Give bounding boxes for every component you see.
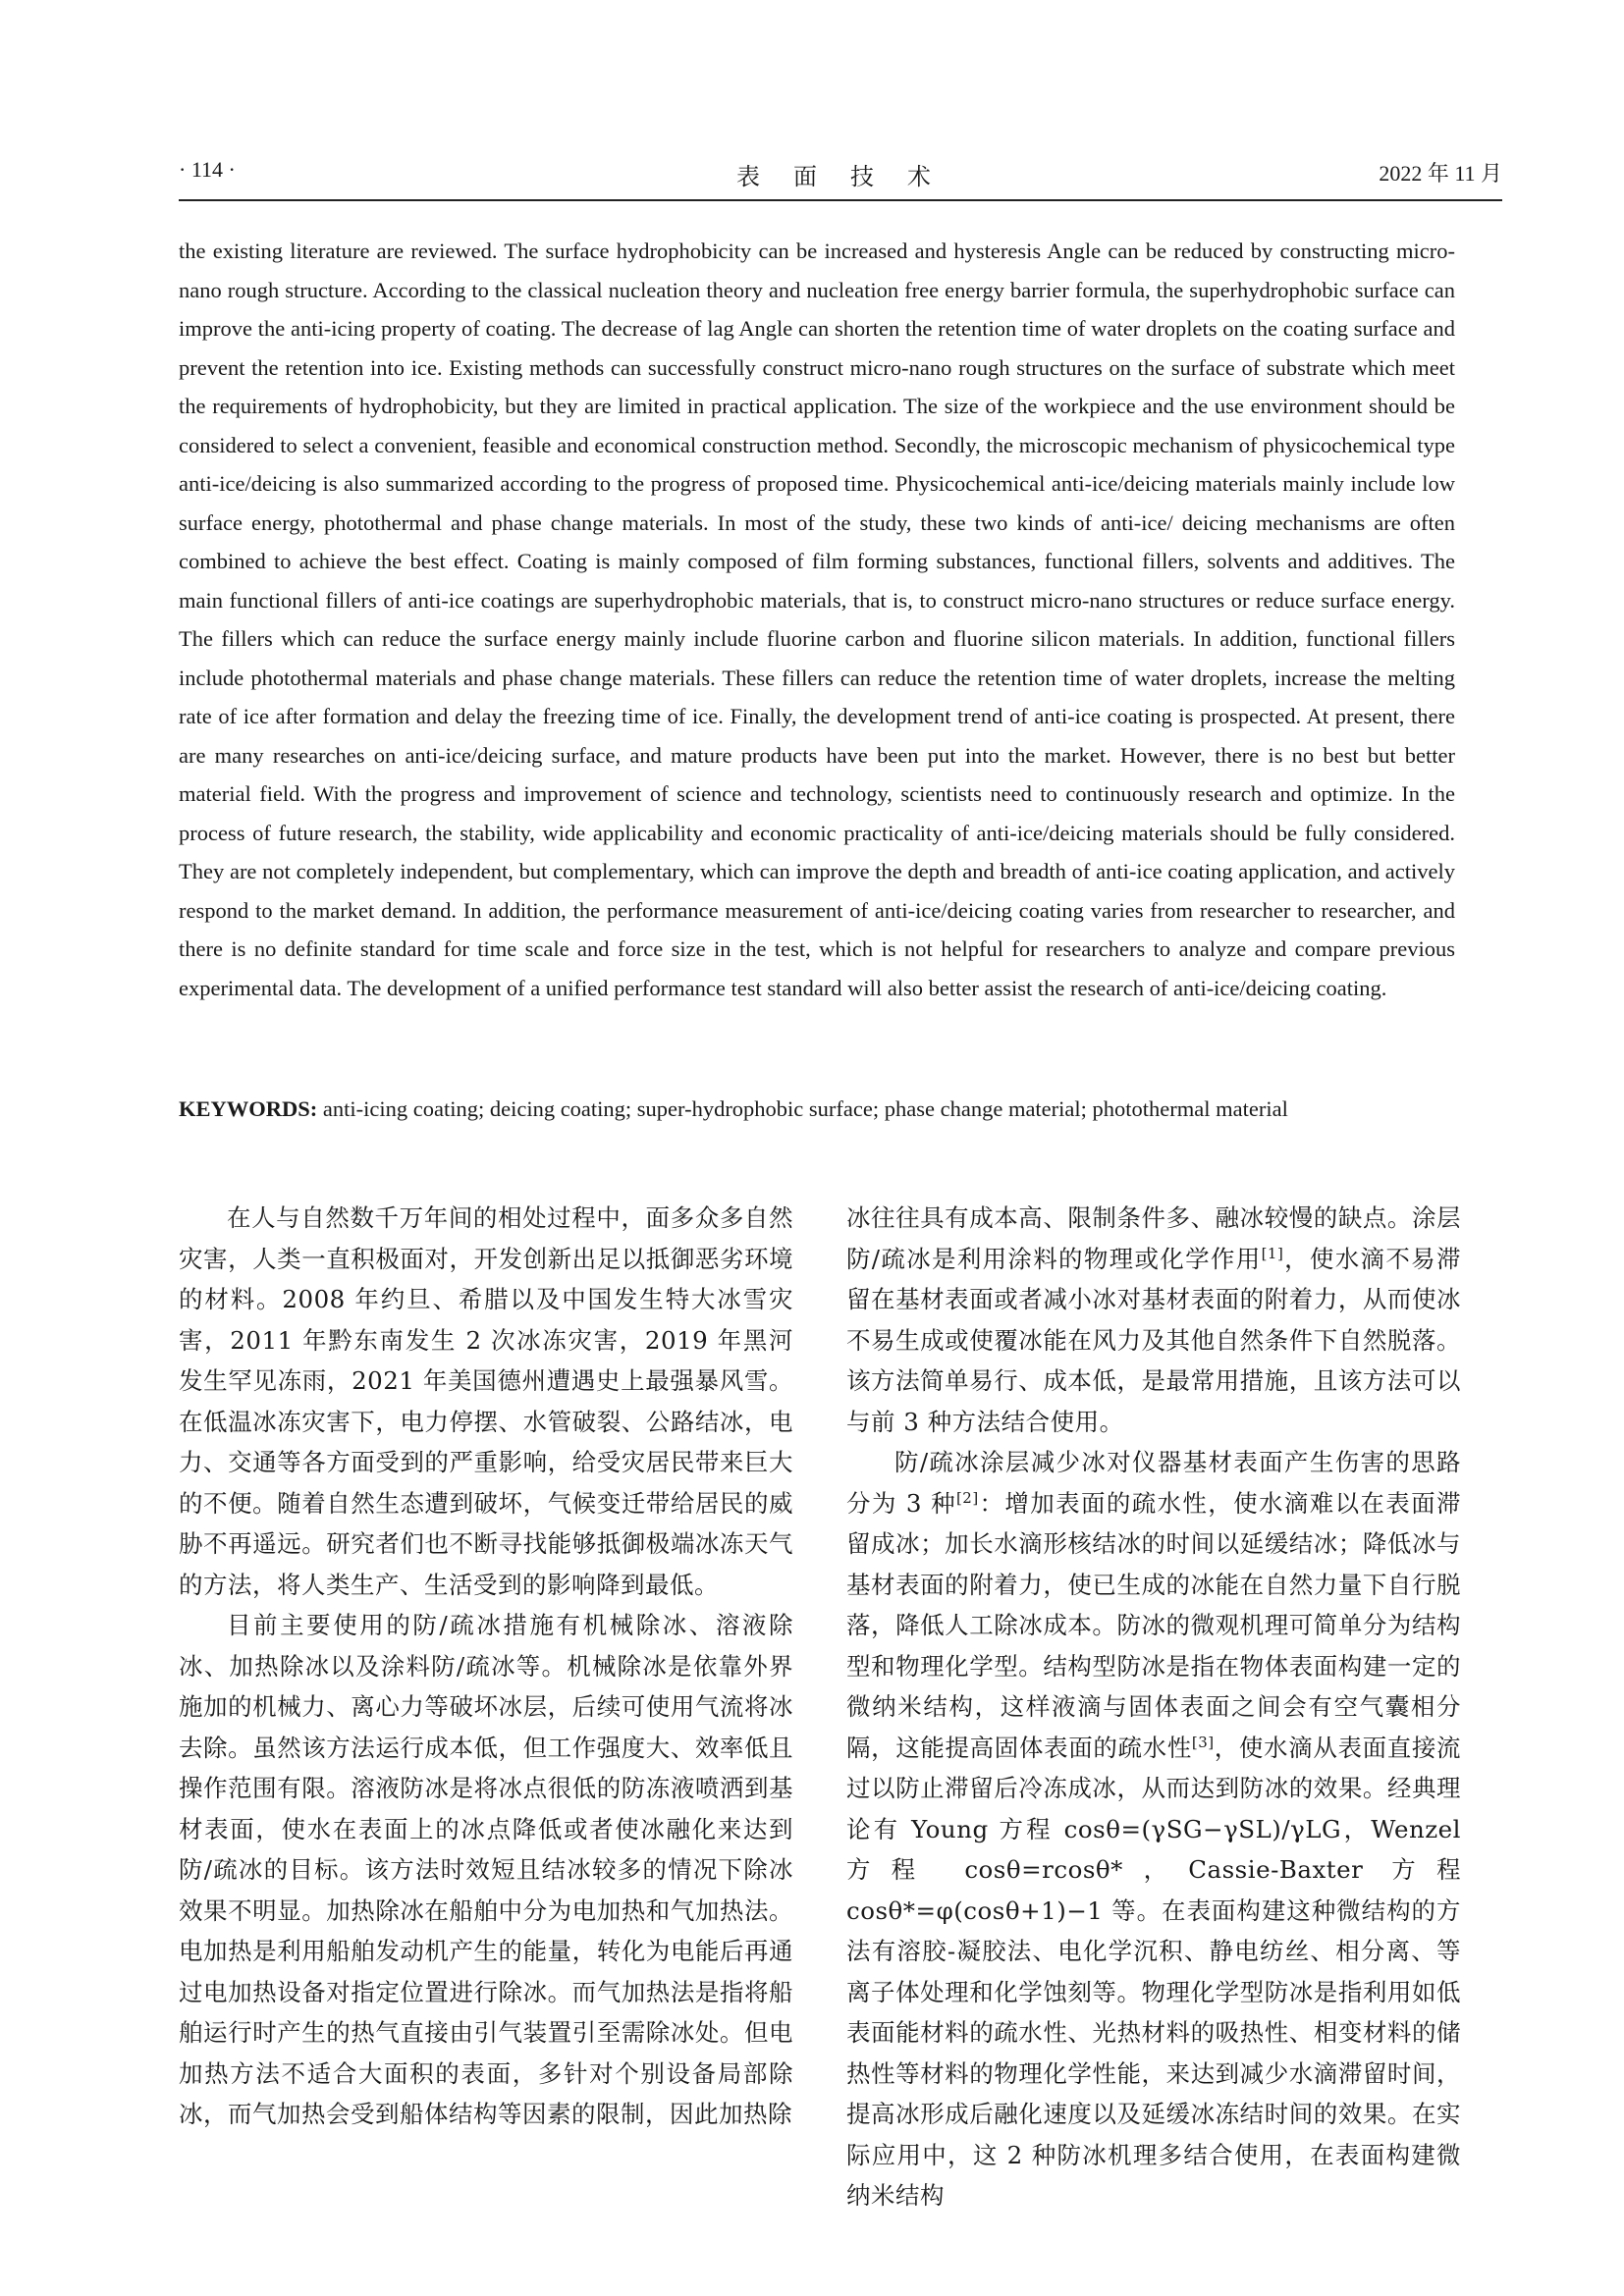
paragraph — [846, 1198, 1461, 1442]
citation[interactable]: [1] — [1261, 1244, 1284, 1262]
english-abstract: the existing literature are reviewed. The surface hydrophobicity can be increased and hysteresis Angle can be reduced by constructing micro-nano rough structure. According to the classical nucleation theory and nucleation free energy barrier formula, the superhydrophobic surface can improve the anti-icing property of coating. The decrease of lag Angle can shorten the retention time of water droplets on the coating surface and prevent the retention into ice. Existing methods can successfully construct micro-nano rough structures on the surface of substrate which meet the requirements of hydrophobicity, but they are limited in practical application. The size of the workpiece and the use environment should be considered to select a convenient, feasible and economical construction method. Secondly, the microscopic mechanism of physicochemical type anti-ice/deicing is also summarized according to the progress of proposed time. Physicochemical anti-ice/deicing materials mainly include low surface energy, photothermal and phase change materials. In most of the study, these two kinds of anti-ice/ deicing mechanisms are often combined to achieve the best effect. Coating is mainly composed of film forming substances, functional fillers, solvents and additives. The main functional fillers of anti-ice coatings are superhydrophobic materials, that is, to construct micro-nano structures or reduce surface energy. The fillers which can reduce the surface energy mainly include fluorine carbon and fluorine silicon materials. In addition, functional fillers include photothermal materials and phase change materials. These fillers can reduce the retention time of water droplets, increase the melting rate of ice after formation and delay the freezing time of ice. Finally, the development trend of anti-ice coating is prospected. At present, there are many researches on anti-ice/deicing surface, and mature products have been put into the market. However, there is no best but better material field. With the progress and improvement of science and technology, scientists need to continuously research and optimize. In the process of future research, the stability, wide applicability and economic practicality of anti-ice/deicing materials should be fully considered. They are not completely independent, but complementary, which can improve the depth and breadth of anti-ice coating application, and actively respond to the market demand. In addition, the performance measurement of anti-ice/deicing coating varies from researcher to researcher, and there is no definite standard for time scale and force size in the test, which is not helpful for researchers to analyze and compare previous experimental data. The development of a unified performance test standard will also better assist the research of anti-ice/deicing coating. — [179, 239, 1455, 1000]
text-run: ，使水滴不易滞留在基材表面或者减小冰对基材表面的附着力，从而使冰不易生成或使覆冰能在风力及其他自然条件下自然脱落。该方法简单易行、成本低，是最常用措施，且该方法可以与前 3 种方法结合使用。 — [846, 1244, 1461, 1436]
journal-title: 表 面 技 术 — [736, 165, 945, 190]
keywords — [179, 1090, 1455, 1129]
left-column — [179, 1198, 793, 2135]
issue-date: 2022 年 11 月 — [1379, 161, 1502, 186]
citation[interactable]: [2] — [955, 1488, 979, 1507]
keywords-text: anti-icing coating; deicing coating; super-hydrophobic surface; phase change material; photothermal material — [317, 1096, 1288, 1121]
keywords-label: KEYWORDS: — [179, 1096, 318, 1121]
text-run: 冰往往具有成本高、限制条件多、融冰较慢的缺点。涂层防/疏冰是利用涂料的物理或化学作用 — [846, 1203, 1461, 1273]
text-run: ，使水滴从表面直接流过以防止滞留后冷冻成冰，从而达到防冰的效果。经典理论有 Young 方程 cosθ=(γSG−γSL)/γLG，Wenzel 方程 cosθ=rcosθ*，Cassie-Baxter 方程 cosθ*=φ(cosθ+1)−1 等。在表面构建这种微结构的方法有溶胶-凝胶法、电化学沉积、静电纺丝、相分离、等离子体处理和化学蚀刻等。物理化学型防冰是指利用如低表面能材料的疏水性、光热材料的吸热性、相变材料的储热性等材料的物理化学性能，来达到减少水滴滞留时间，提高冰形成后融化速度以及延缓冰冻结时间的效果。在实际应用中，这 2 种防冰机理多结合使用，在表面构建微纳米结构 — [846, 1733, 1462, 2210]
header-rule — [179, 199, 1502, 201]
citation[interactable]: [3] — [1191, 1733, 1215, 1751]
right-column — [846, 1198, 1461, 2216]
text-run: 防/疏冰涂层减少冰对仪器基材表面产生伤害的思路分为 3 种 — [846, 1448, 1461, 1518]
paragraph: 在人与自然数千万年间的相处过程中，面多众多自然灾害，人类一直积极面对，开发创新出足以抵御恶劣环境的材料。2008 年约旦、希腊以及中国发生特大冰雪灾害，2011 年黔东南发生 2 次冰冻灾害，2019 年黑河发生罕见冻雨，2021 年美国德州遭遇史上最强暴风雪。在低温冰冻灾害下，电力停摆、水管破裂、公路结冰，电力、交通等各方面受到的严重影响，给受灾居民带来巨大的不便。随着自然生态遭到破坏，气候变迁带给居民的威胁不再遥远。研究者们也不断寻找能够抵御极端冰冻天气的方法，将人类生产、生活受到的影响降到最低。 — [179, 1203, 793, 1599]
paragraph: 目前主要使用的防/疏冰措施有机械除冰、溶液除冰、加热除冰以及涂料防/疏冰等。机械除冰是依靠外界施加的机械力、离心力等破坏冰层，后续可使用气流将冰去除。虽然该方法运行成本低，但工作强度大、效率低且操作范围有限。溶液防冰是将冰点很低的防冻液喷洒到基材表面，使水在表面上的冰点降低或者使冰融化来达到防/疏冰的目标。该方法时效短且结冰较多的情况下除冰效果不明显。加热除冰在船舶中分为电加热和气加热法。电加热是利用船舶发动机产生的能量，转化为电能后再通过电加热设备对指定位置进行除冰。而气加热法是指将船舶运行时产生的热气直接由引气装置引至需除冰处。但电加热方法不适合大面积的表面，多针对个别设备局部除冰，而气加热会受到船体结构等因素的限制，因此加热除 — [179, 1611, 793, 2128]
text-run: ：增加表面的疏水性，使水滴难以在表面滞留成冰；加长水滴形核结冰的时间以延缓结冰；降低冰与基材表面的附着力，使已生成的冰能在自然力量下自行脱落，降低人工除冰成本。防冰的微观机理可简单分为结构型和物理化学型。结构型防冰是指在物体表面构建一定的微纳米结构，这样液滴与固体表面之间会有空气囊相分隔，这能提高固体表面的疏水性 — [846, 1488, 1461, 1762]
paragraph — [846, 1442, 1461, 2216]
page-header — [179, 157, 1502, 196]
page-number: · 114 · — [179, 157, 236, 182]
